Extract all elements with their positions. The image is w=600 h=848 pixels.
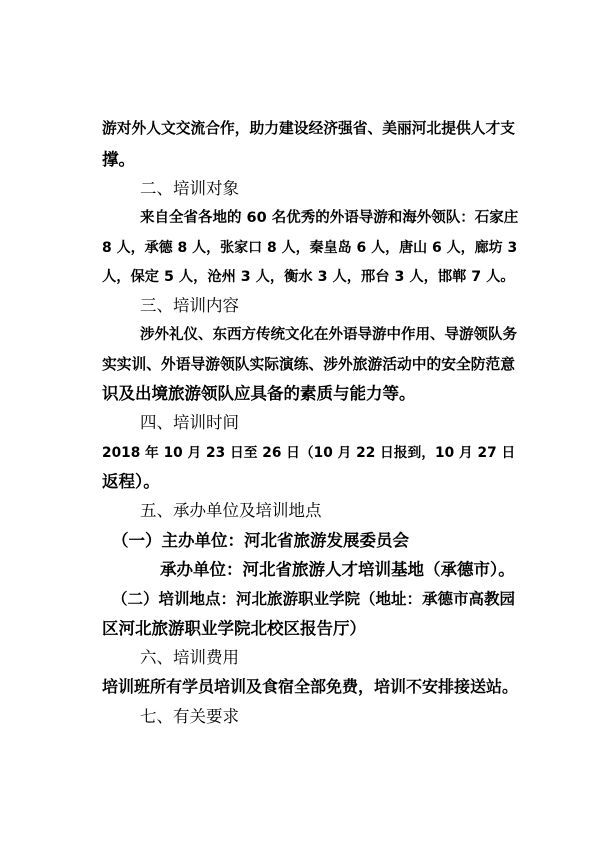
paragraph-line: 2018 年 10 月 23 日至 26 日（10 月 22 日报到，10 月 27 日: [102, 445, 516, 461]
paragraph-line: 游对外人文交流合作，助力建设经济强省、美丽河北提供人才支: [102, 120, 515, 137]
section-heading-training-time: 四、培训时间: [140, 413, 239, 432]
section-heading-training-fee: 六、培训费用: [140, 648, 239, 667]
paragraph-line: 识及出境旅游领队应具备的素质与能力等。: [102, 384, 416, 403]
section-heading-requirements: 七、有关要求: [140, 707, 239, 726]
paragraph-line: 来自全省各地的 60 名优秀的外语导游和海外领队：石家庄: [140, 210, 519, 226]
section-heading-organizer-location: 五、承办单位及培训地点: [140, 501, 322, 520]
paragraph-line: 培训班所有学员培训及食宿全部免费，培训不安排接送站。: [102, 677, 519, 696]
paragraph-line: 区河北旅游职业学院北校区报告厅）: [102, 619, 366, 638]
paragraph-line: 8 人，承德 8 人，张家口 8 人，秦皇岛 6 人，唐山 6 人，廊坊 3: [102, 240, 518, 256]
paragraph-line: （一）主办单位：河北省旅游发展委员会: [112, 531, 409, 550]
paragraph-line: 人，保定 5 人，沧州 3 人，衡水 3 人，邢台 3 人，邯郸 7 人。: [102, 269, 515, 285]
section-heading-training-target: 二、培训对象: [140, 179, 239, 198]
paragraph-line: 实实训、外语导游领队实际演练、涉外旅游活动中的安全防范意: [102, 356, 515, 373]
paragraph-line: 撑。: [102, 150, 135, 169]
paragraph-line: （二）培训地点：河北旅游职业学院（地址：承德市高教园: [112, 590, 516, 608]
paragraph-line: 涉外礼仪、东西方传统文化在外语导游中作用、导游领队务: [140, 327, 517, 343]
section-heading-training-content: 三、培训内容: [140, 296, 239, 315]
paragraph-line: 承办单位：河北省旅游人才培训基地（承德市）。: [160, 560, 515, 579]
paragraph-line: 返程）。: [102, 472, 160, 491]
